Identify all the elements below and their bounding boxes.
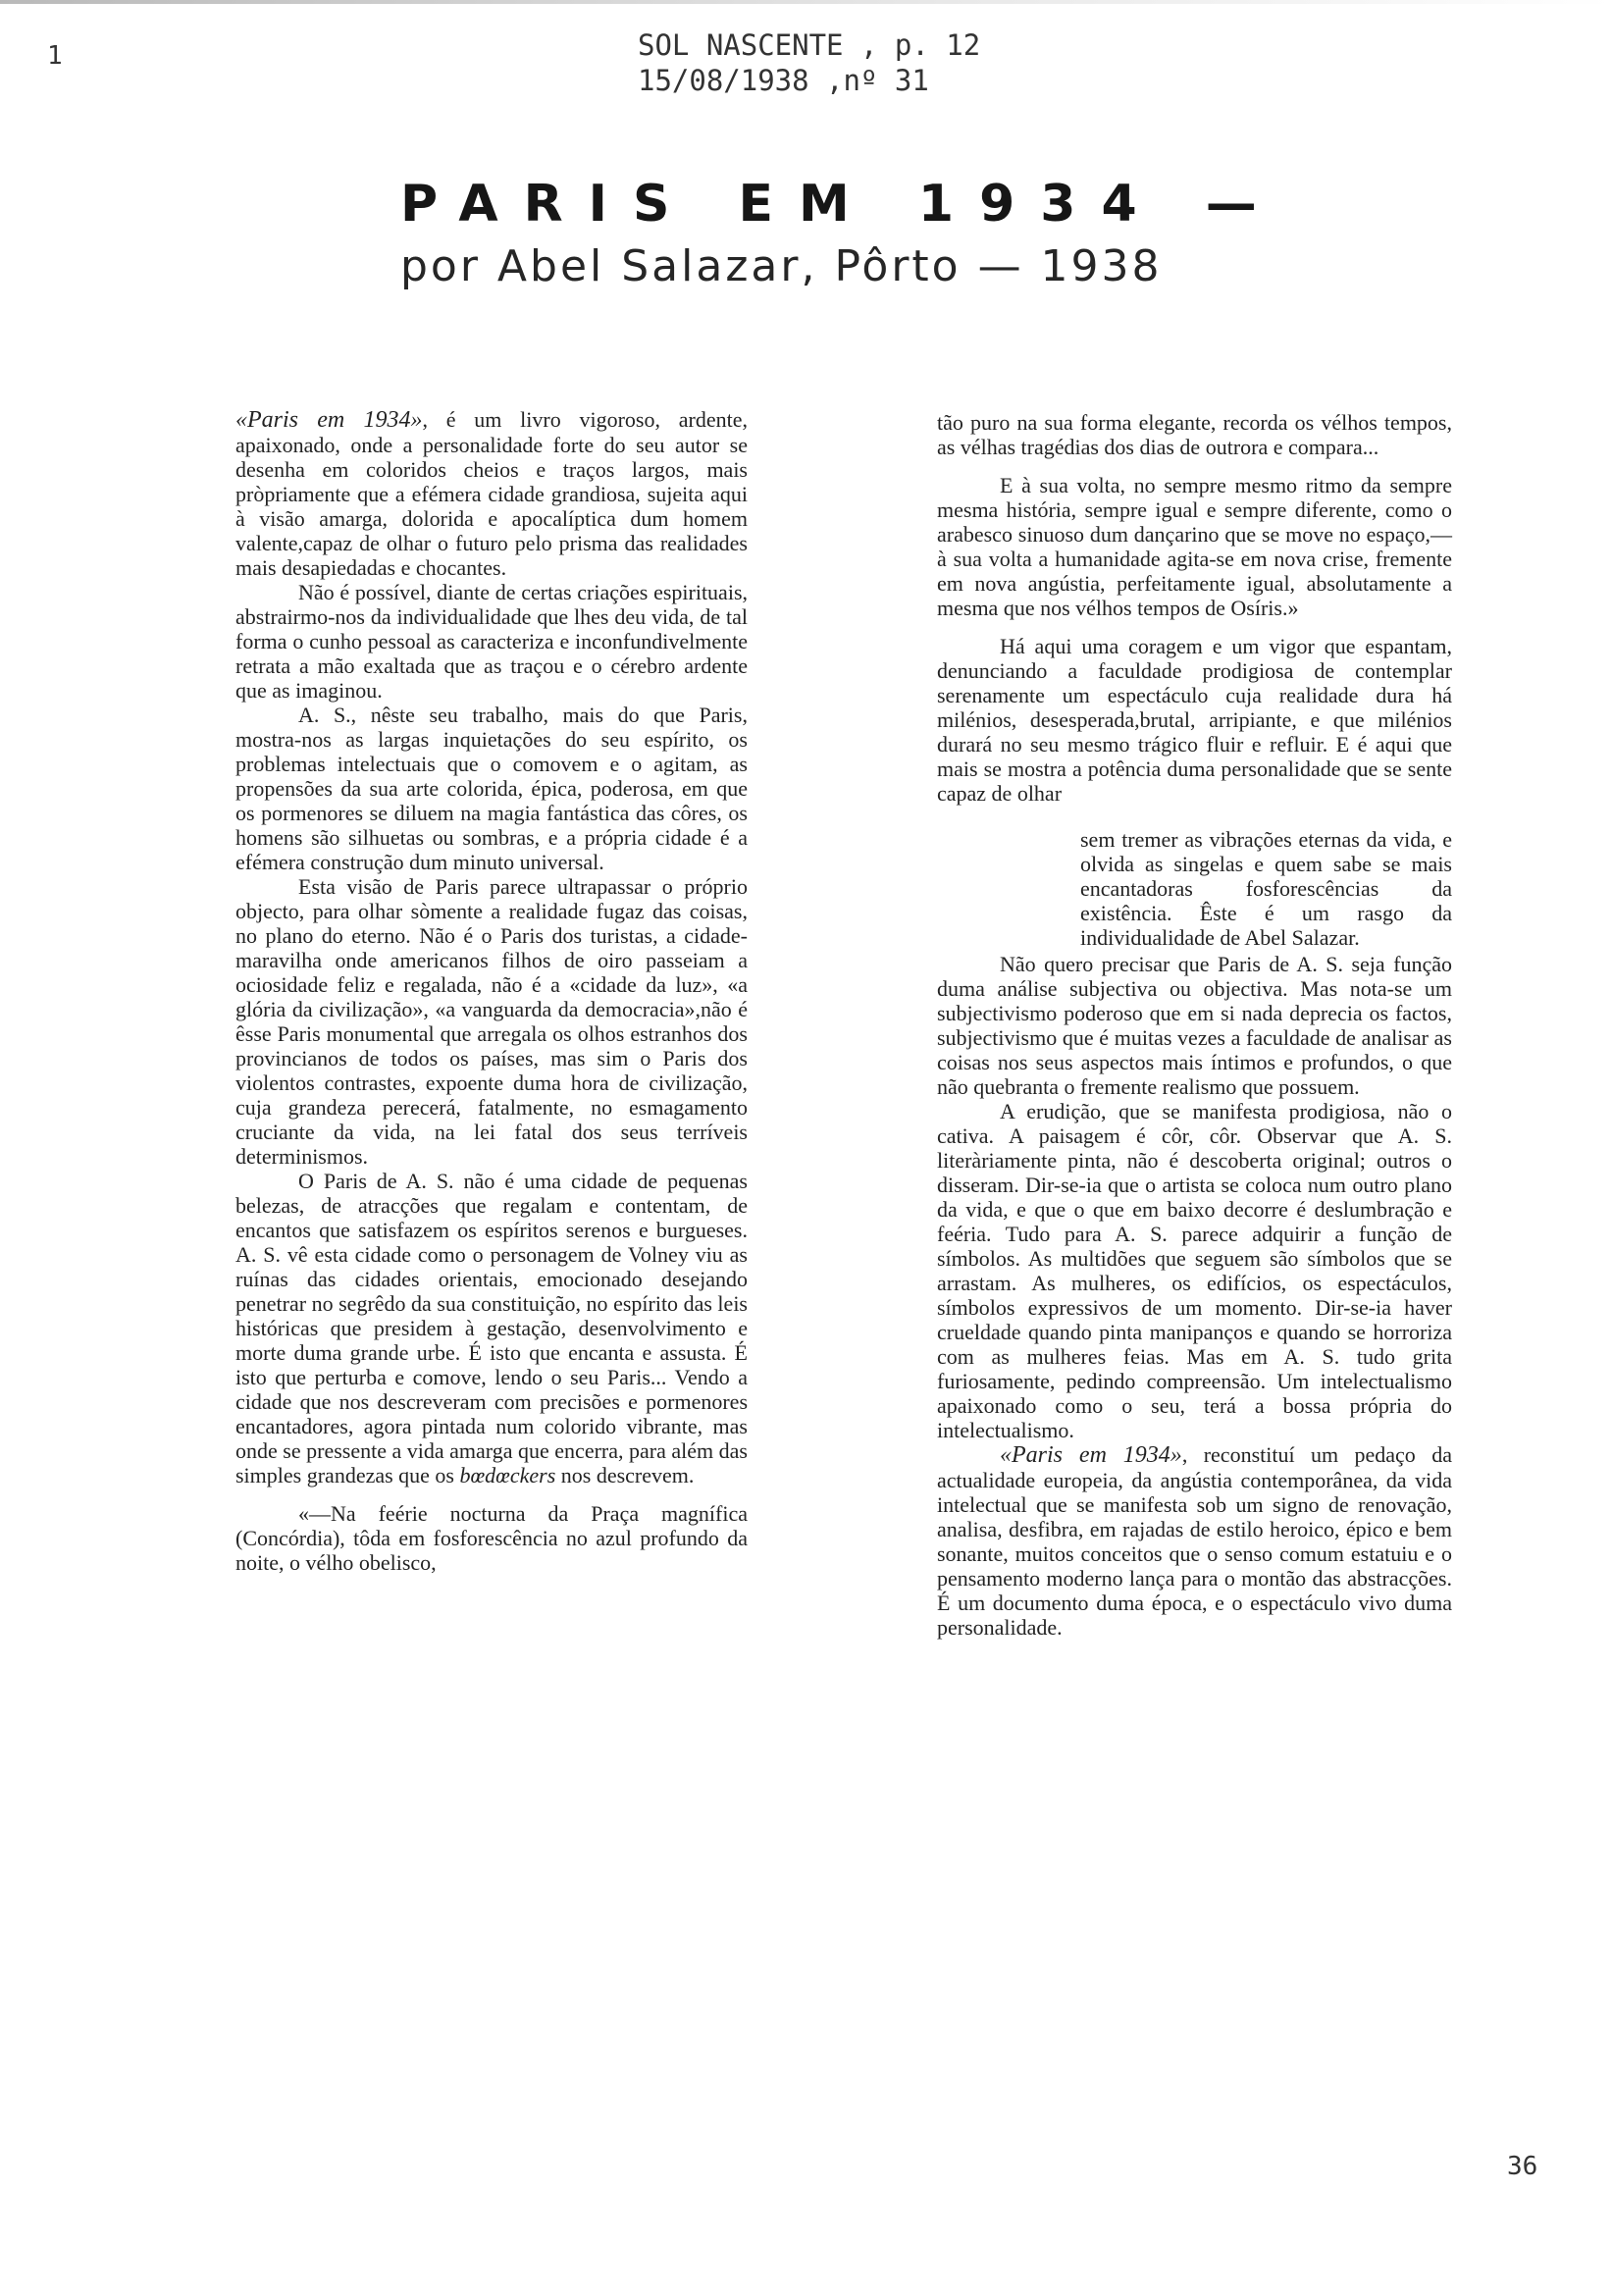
paragraph: A erudição, que se manifesta prodigiosa, não o cativa. A paisagem é côr, côr. Observar que A. S. literàriamente pinta, não é descoberta original; outros o disseram. Dir-se-ia que o artista se coloca num outro plano da vida, e que o que em baixo decorre é deslumbração e feéria. Tudo para A. S. parece adquirir a função de símbolos. As multidões que seguem são símbolos que se arrastam. As mulheres, os edifícios, os espectáculos, símbolos expressivos de um momento. Dir-se-ia haver crueldade quando pinta manipanços e quando se horroriza com as mulheres feias. Mas em A. S. tudo grita furiosamente, pedindo compreensão. Um intelectualismo apaixonado como o seu, terá a bossa própria do intelectualismo.	[937, 1099, 1452, 1442]
paragraph: Esta visão de Paris parece ultrapassar o próprio objecto, para olhar sòmente a realidade fugaz das coisas, no plano do eterno. Não é o Paris dos turistas, a cidade-maravilha onde americanos filhos de oiro passeiam a ociosidade feliz e regalada, não é a «cidade da luz», «a glória da civilização», «a vanguarda da democracia»,não é êsse Paris monumental que arregala os olhos estranhos dos provincianos de todos os países, mas sim o Paris dos violentos contrastes, expoente duma hora de civilização, cuja grandeza perecerá, fatalmente, no esmagamento cruciante da vida, na lei fatal dos seus terríveis determinismos.	[235, 874, 748, 1169]
paragraph: Não quero precisar que Paris de A. S. seja função duma análise subjectiva ou objectiva. Mas nota-se um subjectivismo poderoso que em si nada deprecia os factos, subjectivismo que é muitas vezes a faculdade de analisar as coisas nos seus aspectos mais íntimos e profundos, o que não quebranta o fremente realismo que possuem.	[937, 952, 1452, 1099]
paragraph: Há aqui uma coragem e um vigor que espantam, denunciando a faculdade prodigiosa de contemplar serenamente um espectáculo cuja realidade dura há milénios, desesperada,brutal, arripiante, e que milénios durará no seu mesmo trágico fluir e refluir. E é aqui que mais se mostra a potência duma personalidade que se sente capaz de olhar	[937, 634, 1452, 806]
scan-top-edge	[0, 0, 1612, 4]
paragraph-text: O Paris de A. S. não é uma cidade de pequenas belezas, de atracções que regalam e contentam, de encantos que satisfazem os espíritos serenos e burgueses. A. S. vê esta cidade como o personagem de Volney viu as ruínas das cidades orientais, emocionado desejando penetrar no segrêdo da sua constituição, no espírito das leis históricas que presidem à gestação, desenvolvimento e morte duma grande urbe. É isto que encanta e assusta. É isto que perturba e comove, lendo o seu Paris... Vendo a cidade que nos descreveram com precisões e pormenores encantadores, agora pintada num colorido vibrante, mas onde se pressente a vida amarga que encerra, para além das simples grandezas que os	[235, 1169, 748, 1487]
paragraph: A. S., nêste seu trabalho, mais do que Paris, mostra-nos as largas inquietações do seu espírito, os problemas intelectuais que o comovem e o agitam, as propensões da sua arte colorida, épica, poderosa, em que os pormenores se diluem na magia fantástica das côres, os homens são silhuetas ou sombras, e a própria cidade é a efémera construção dum minuto universal.	[235, 703, 748, 874]
italic-term: bœdœckers	[459, 1463, 556, 1487]
paragraph-text: , é um livro vigoroso, ardente, apaixonado, onde a personalidade forte do seu autor se desenha em coloridos cheios e traços largos, mais pròpriamente que a efémera cidade grandiosa, sujeita aqui à visão amarga, dolorida e apocalíptica dum homem valente,capaz de olhar o futuro pelo prisma das realidades mais desapiedadas e chocantes.	[235, 407, 748, 580]
paragraph: Não é possível, diante de certas criações espirituais, abstrairmo-nos da individualidade que lhes deu vida, de tal forma o cunho pessoal as caracteriza e inconfundivelmente retrata a mão exaltada que as traçou e o cérebro ardente que as imaginou.	[235, 580, 748, 703]
source-reference	[638, 27, 980, 98]
paragraph	[937, 1442, 1452, 1640]
right-column	[937, 410, 1452, 1640]
article-byline: por Abel Salazar, Pôrto — 1938	[400, 241, 1163, 291]
paragraph	[235, 407, 748, 580]
page-number: 36	[1507, 2152, 1538, 2181]
book-title-reference: «Paris em 1934»	[235, 407, 423, 433]
paragraph	[235, 1169, 748, 1487]
page-index: 1	[47, 41, 63, 71]
quotation-continuation: tão puro na sua forma elegante, recorda os vélhos tempos, as vélhas tragédias dos dias de outrora e compara...	[937, 410, 1452, 459]
article-title: PARIS EM 1934 —	[400, 175, 1282, 234]
paragraph-text: , reconstituí um pedaço da actualidade europeia, da angústia contemporânea, da vida intelectual que se manifesta sob um signo de renovação, analisa, desfibra, em rajadas de estilo heroico, épico e bem sonante, muitos conceitos que o senso comum estatuiu e o pensamento moderno lança para o montão das abstracções. É um documento duma época, e o espectáculo vivo duma personalidade.	[937, 1442, 1452, 1640]
paragraph: E à sua volta, no sempre mesmo ritmo da sempre mesma história, sempre igual e sempre diferente, como o arabesco sinuoso dum dançarino que se move no espaço,—à sua volta a humanidade agita-se em nova crise, fremente em nova angústia, perfeitamente igual, absolutamente a mesma que nos vélhos tempos de Osíris.»	[937, 473, 1452, 620]
paragraph-text: nos descrevem.	[555, 1463, 695, 1487]
left-column	[235, 407, 748, 1575]
source-line-date-issue: 15/08/1938 ,nº 31	[638, 64, 929, 97]
book-title-reference: «Paris em 1934»	[1000, 1442, 1182, 1468]
paragraph-indented-block: sem tremer as vibrações eternas da vida, e olvida as singelas e quem sabe se mais encantadoras fosforescências da existência. Êste é um rasgo da individualidade de Abel Salazar.	[1080, 827, 1452, 950]
quotation-paragraph: «—Na feérie nocturna da Praça magnífica (Concórdia), tôda em fosforescência no azul profundo da noite, o vélho obelisco,	[235, 1501, 748, 1575]
source-line-publication: SOL NASCENTE , p. 12	[638, 28, 981, 62]
